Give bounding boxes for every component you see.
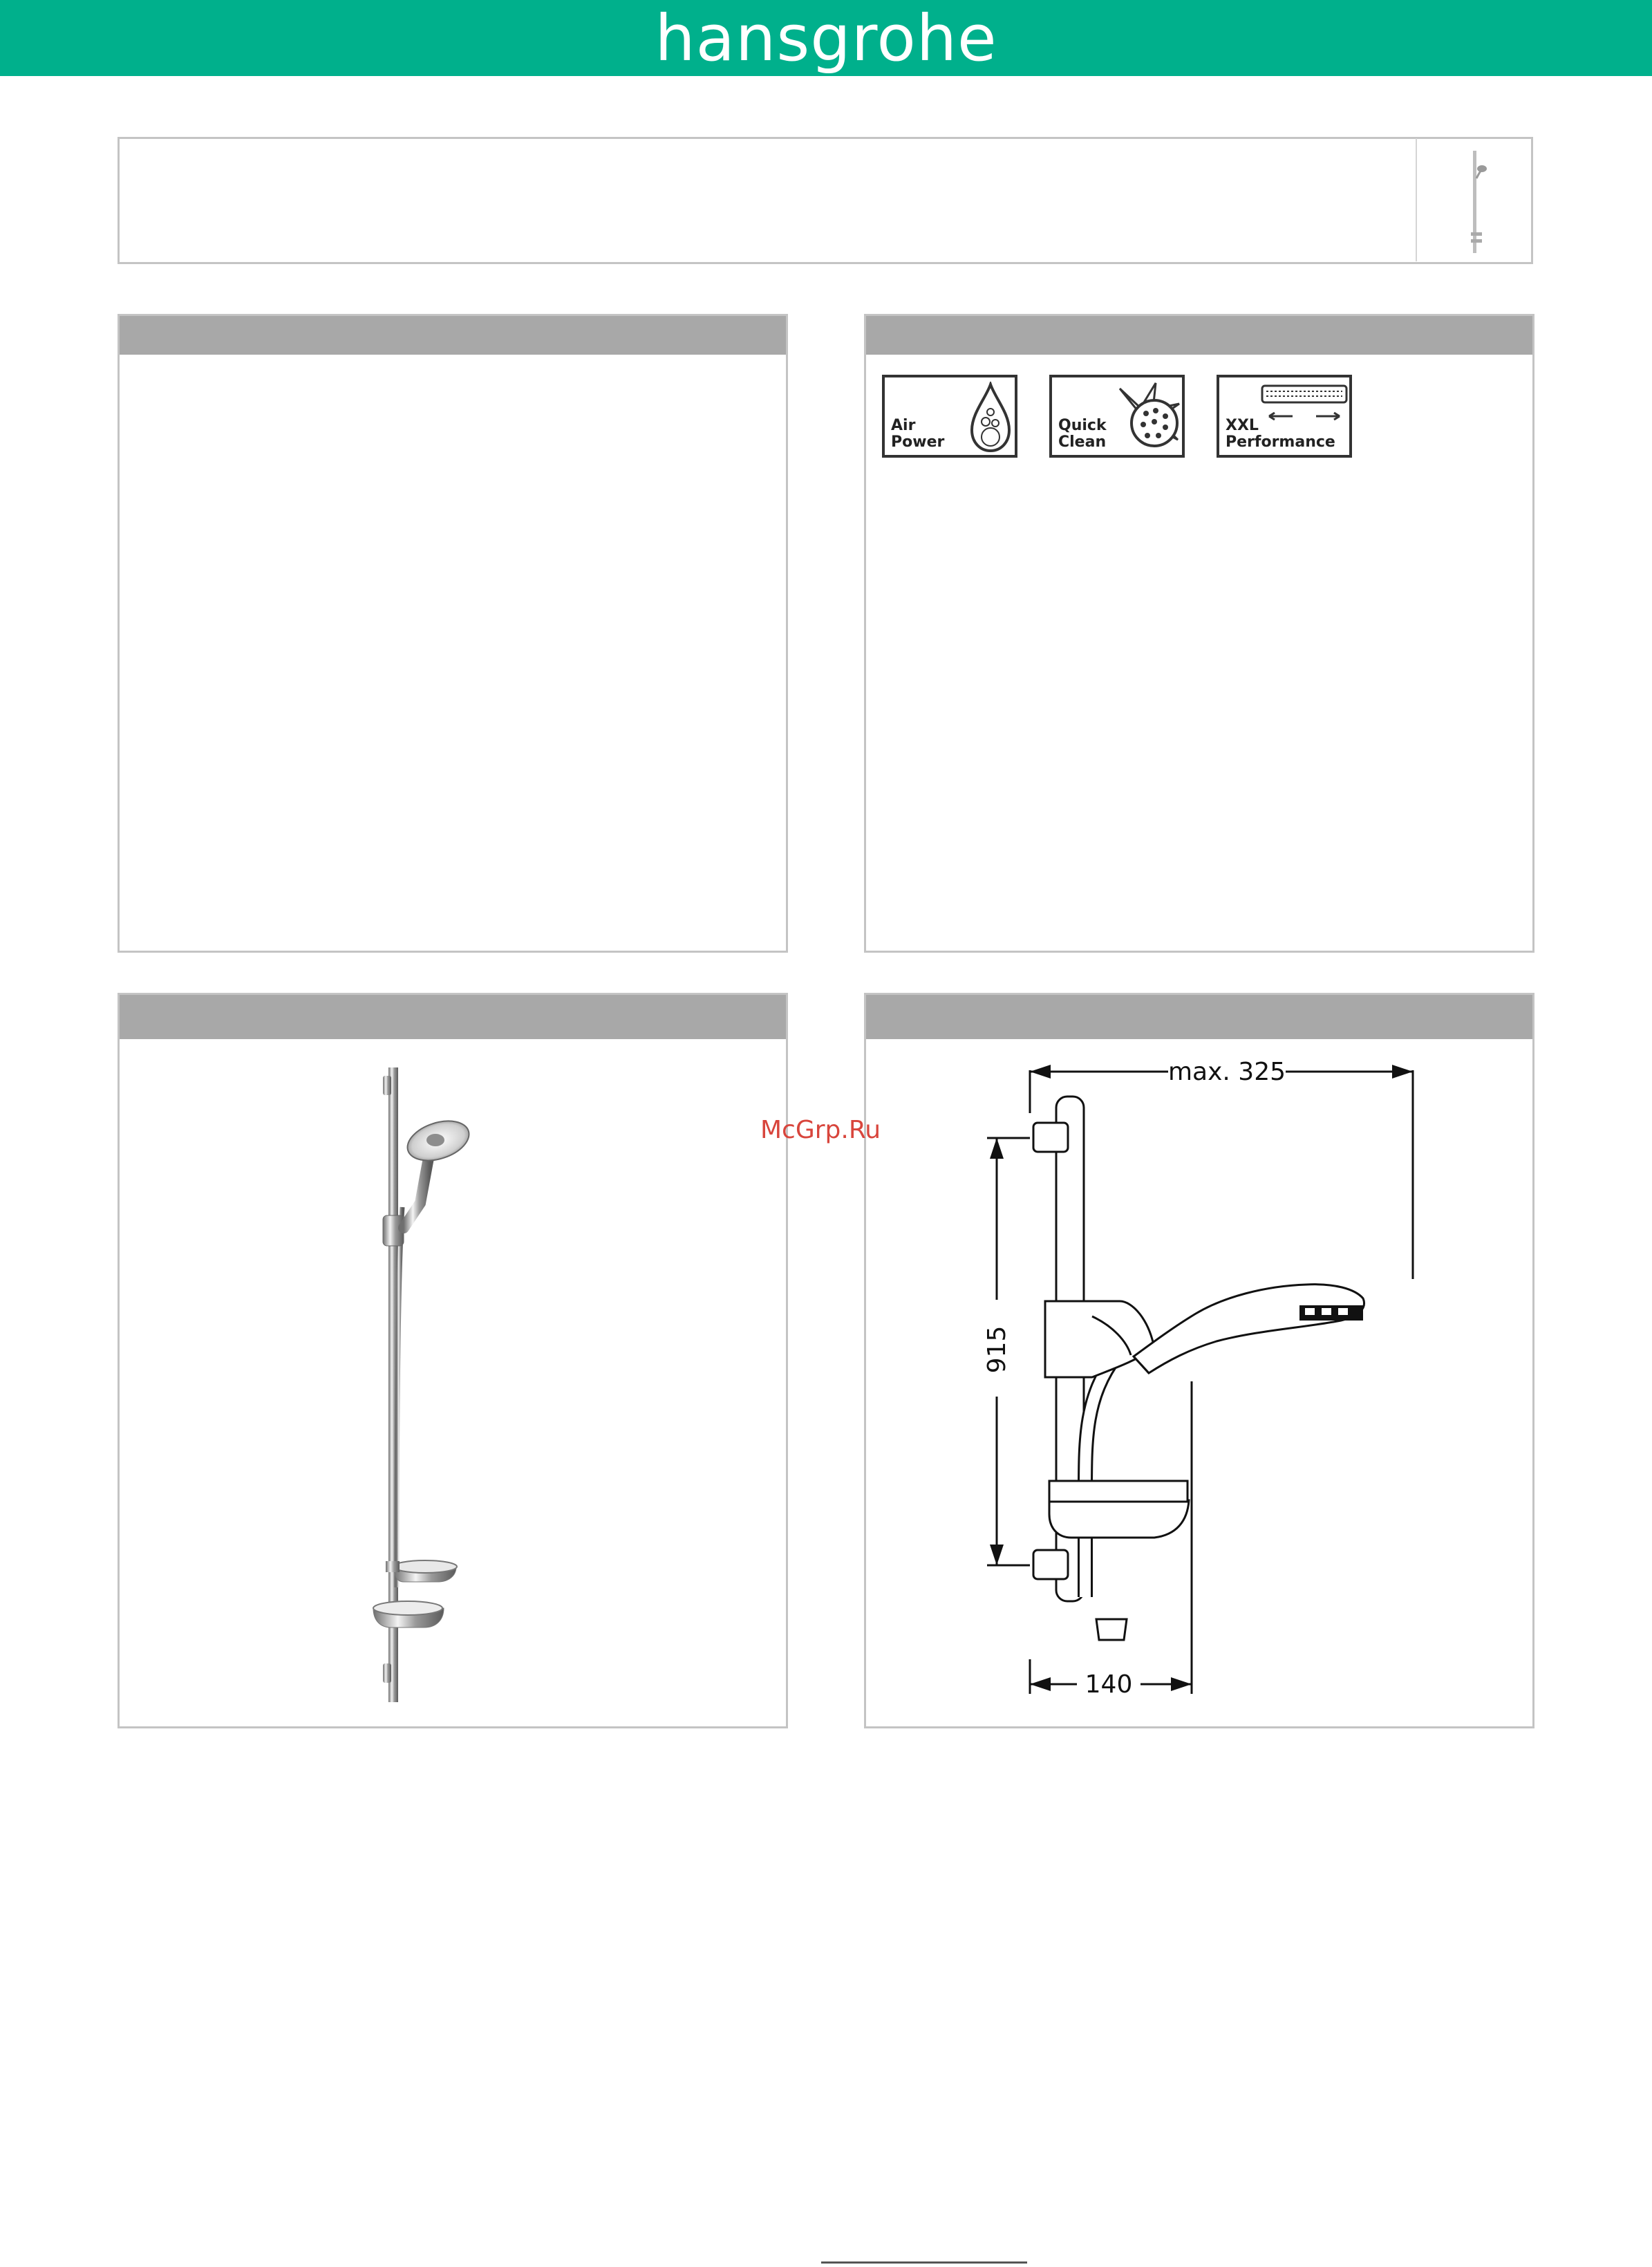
dimension-width-label: max. 325 [1167,1058,1286,1086]
watermark-text: McGrp.Ru [760,1116,881,1144]
product-thumbnail [1458,148,1493,256]
feature-badge-quick-clean [1049,375,1185,458]
thumbnail-divider [1416,138,1417,261]
product-title-box [118,137,1533,264]
air-power-drop-icon [966,382,1015,454]
description-panel [118,314,788,953]
shower-set-photo [366,1062,525,1705]
dimension-height-label: 915 [983,1325,1011,1374]
quick-clean-nozzle-icon [1114,380,1183,455]
brand-logo: hansgrohe [655,1,997,75]
feature-badge-xxl-performance [1217,375,1352,458]
feature-label-quick-clean: Quick Clean [1058,417,1107,451]
description-panel-header [120,316,786,355]
xxl-performance-shower-icon [1259,384,1349,426]
feature-badge-air-power [882,375,1017,458]
technical-drawing [968,1051,1452,1715]
feature-label-xxl-performance: XXL Performance [1226,417,1335,451]
dimension-depth-label: 140 [1085,1670,1133,1699]
features-panel-header [866,316,1532,355]
dimension-drawing-panel-header [866,995,1532,1039]
feature-label-air-power: Air Power [891,417,945,451]
product-image-panel-header [120,995,786,1039]
footer-divider [821,2261,1027,2264]
